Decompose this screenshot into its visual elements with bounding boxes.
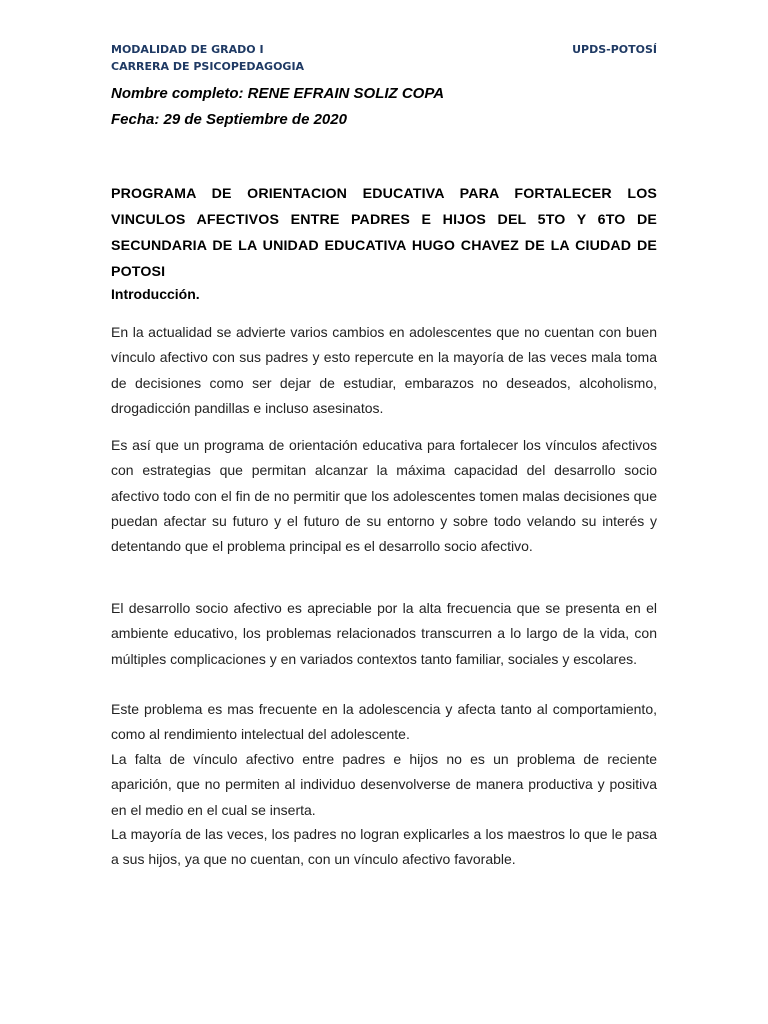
header-modality: MODALIDAD DE GRADO I [111,43,264,56]
paragraph-6 [111,822,657,873]
paragraph-text: En la actualidad se advierte varios cambios en adolescentes que no cuentan con buen vínculo afectivo con sus padres y esto repercute en la mayoría de las veces mala toma de decisiones como ser dejar de estudiar, embarazos no deseados, alcoholismo, drogadicción pandillas e incluso asesinatos. [111,324,657,416]
header-career: CARRERA DE PSICOPEDAGOGIA [111,60,305,73]
document-title: PROGRAMA DE ORIENTACION EDUCATIVA PARA FORTALECER LOS VINCULOS AFECTIVOS ENTRE PADRES E HIJOS DEL 5TO Y 6TO DE SECUNDARIA DE LA UNIDAD EDUCATIVA HUGO CHAVEZ DE LA CIUDAD DE POTOSI [111,186,657,280]
paragraph-text: El desarrollo socio afectivo es apreciable por la alta frecuencia que se presenta en el ambiente educativo, los problemas relacionados transcurren a lo largo de la vida, con múltiples complicaciones y en variados contextos tanto familiar, sociales y escolares. [111,600,657,667]
paragraph-3 [111,596,657,672]
paragraph-text: La falta de vínculo afectivo entre padres e hijos no es un problema de reciente aparición, que no permiten al individuo desenvolverse de manera productiva y positiva en el medio en el cual se inserta. [111,751,657,818]
header-institution: UPDS-POTOSÍ [572,43,657,56]
full-name-line: Nombre completo: RENE EFRAIN SOLIZ COPA [111,85,445,102]
paragraph-text: Es así que un programa de orientación educativa para fortalecer los vínculos afectivos con estrategias que permitan alcanzar la máxima capacidad del desarrollo socio afectivo todo con el fin de no permitir que los adolescentes tomen malas decisiones que puedan afectar su futuro y el futuro de su entorno y sobre todo velando su interés y detentando que el problema principal es el desarrollo socio afectivo. [111,437,657,555]
paragraph-text: Este problema es mas frecuente en la adolescencia y afecta tanto al comportamiento, como al rendimiento intelectual del adolescente. [111,701,657,743]
header-left [111,41,304,75]
page-header [111,41,657,77]
paragraph-4 [111,697,657,748]
intro-heading: Introducción. [111,286,200,302]
paragraph-5 [111,747,657,823]
paragraph-text: La mayoría de las veces, los padres no logran explicarles a los maestros lo que le pasa a sus hijos, ya que no cuentan, con un vínculo afectivo favorable. [111,826,657,868]
date-line: Fecha: 29 de Septiembre de 2020 [111,111,347,128]
paragraph-2 [111,433,657,559]
paragraph-1 [111,320,657,421]
